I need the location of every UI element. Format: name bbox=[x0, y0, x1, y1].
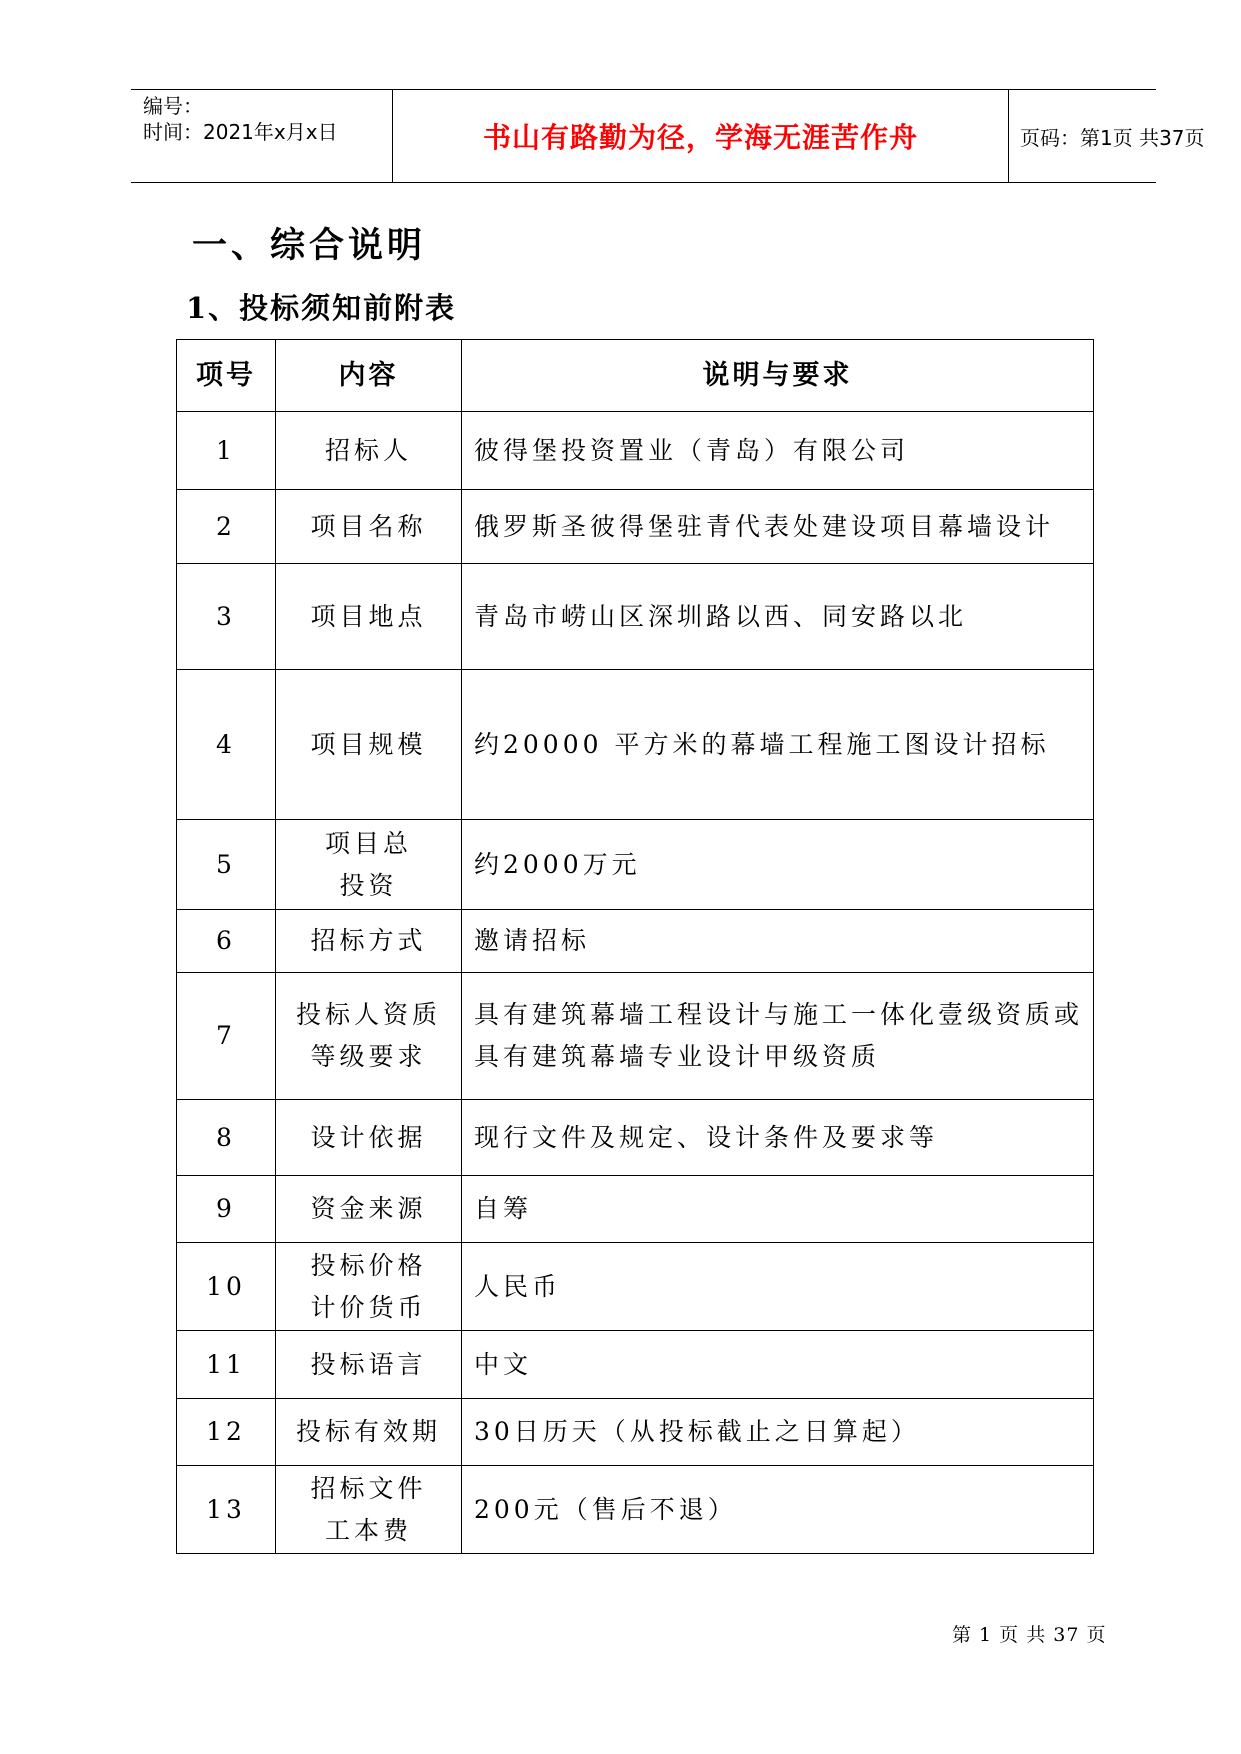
row-item: 项目规模 bbox=[276, 670, 462, 820]
table-row bbox=[177, 1176, 1094, 1243]
row-description: 中文 bbox=[462, 1331, 1094, 1399]
table-row bbox=[177, 973, 1094, 1100]
row-number: 1 bbox=[177, 412, 276, 490]
table-row bbox=[177, 564, 1094, 670]
table-row bbox=[177, 1243, 1094, 1331]
row-number: 10 bbox=[177, 1243, 276, 1331]
table-row bbox=[177, 412, 1094, 490]
row-item: 项目地点 bbox=[276, 564, 462, 670]
table-row bbox=[177, 1100, 1094, 1176]
row-number: 12 bbox=[177, 1399, 276, 1466]
table-row bbox=[177, 490, 1094, 564]
header-meta bbox=[131, 90, 392, 182]
table-row bbox=[177, 1331, 1094, 1399]
row-description: 人民币 bbox=[462, 1243, 1094, 1331]
row-item: 投标有效期 bbox=[276, 1399, 462, 1466]
row-number: 9 bbox=[177, 1176, 276, 1243]
row-number: 7 bbox=[177, 973, 276, 1100]
row-item: 资金来源 bbox=[276, 1176, 462, 1243]
row-description: 具有建筑幕墙工程设计与施工一体化壹级资质或具有建筑幕墙专业设计甲级资质 bbox=[462, 973, 1094, 1100]
row-number: 6 bbox=[177, 910, 276, 973]
row-description: 约20000 平方米的幕墙工程施工图设计招标 bbox=[462, 670, 1094, 820]
row-number: 4 bbox=[177, 670, 276, 820]
row-number: 5 bbox=[177, 820, 276, 910]
header-motto: 书山有路勤为径，学海无涯苦作舟 bbox=[482, 121, 918, 154]
row-item: 投标人资质等级要求 bbox=[276, 973, 462, 1100]
row-item: 招标人 bbox=[276, 412, 462, 490]
column-header-no: 项号 bbox=[177, 340, 276, 412]
row-description: 青岛市崂山区深圳路以西、同安路以北 bbox=[462, 564, 1094, 670]
row-item: 投标价格计价货币 bbox=[276, 1243, 462, 1331]
document-time-label: 时间：2021年x月x日 bbox=[143, 120, 338, 144]
document-number-label: 编号： bbox=[143, 94, 203, 118]
row-item: 招标方式 bbox=[276, 910, 462, 973]
row-item: 项目总投资 bbox=[276, 820, 462, 910]
header-page-cell bbox=[1009, 90, 1205, 182]
row-number: 3 bbox=[177, 564, 276, 670]
table-row bbox=[177, 670, 1094, 820]
table-row bbox=[177, 910, 1094, 973]
row-number: 11 bbox=[177, 1331, 276, 1399]
row-number: 13 bbox=[177, 1466, 276, 1554]
row-number: 2 bbox=[177, 490, 276, 564]
row-description: 200元（售后不退） bbox=[462, 1466, 1094, 1554]
section-title: 一、综合说明 bbox=[192, 225, 427, 266]
row-item: 投标语言 bbox=[276, 1331, 462, 1399]
table-header-row bbox=[177, 340, 1094, 412]
row-description: 现行文件及规定、设计条件及要求等 bbox=[462, 1100, 1094, 1176]
bid-notice-table bbox=[176, 339, 1094, 1554]
row-description: 约2000万元 bbox=[462, 820, 1094, 910]
subsection-title: 1、投标须知前附表 bbox=[186, 291, 457, 325]
row-item: 招标文件工本费 bbox=[276, 1466, 462, 1554]
column-header-desc: 说明与要求 bbox=[462, 340, 1094, 412]
row-item: 设计依据 bbox=[276, 1100, 462, 1176]
table-row bbox=[177, 820, 1094, 910]
column-header-item: 内容 bbox=[276, 340, 462, 412]
table-row bbox=[177, 1399, 1094, 1466]
page-header bbox=[131, 89, 1205, 183]
row-description: 自筹 bbox=[462, 1176, 1094, 1243]
row-description: 彼得堡投资置业（青岛）有限公司 bbox=[462, 412, 1094, 490]
header-page-info: 页码：第1页 共37页 bbox=[1020, 125, 1205, 150]
header-motto-cell bbox=[392, 90, 1009, 182]
table-row bbox=[177, 1466, 1094, 1554]
page-footer: 第 1 页 共 37 页 bbox=[952, 1624, 1107, 1646]
row-description: 邀请招标 bbox=[462, 910, 1094, 973]
row-description: 俄罗斯圣彼得堡驻青代表处建设项目幕墙设计 bbox=[462, 490, 1094, 564]
row-description: 30日历天（从投标截止之日算起） bbox=[462, 1399, 1094, 1466]
row-item: 项目名称 bbox=[276, 490, 462, 564]
row-number: 8 bbox=[177, 1100, 276, 1176]
